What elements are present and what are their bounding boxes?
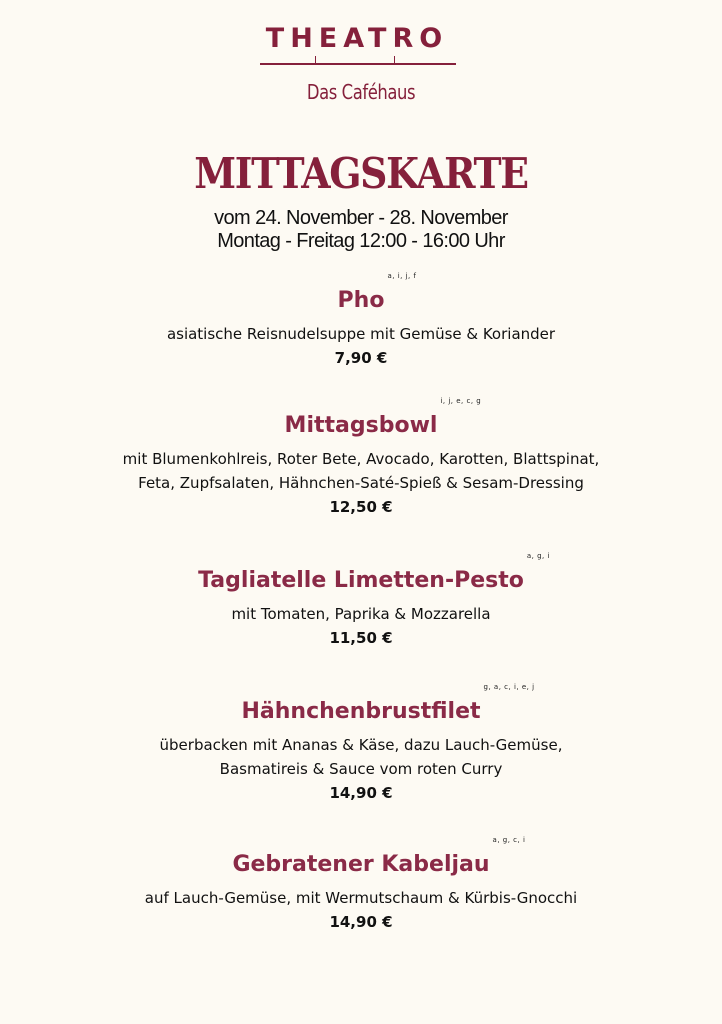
dish-description bbox=[0, 602, 722, 626]
cafe-subtitle: Das Caféhaus bbox=[306, 80, 416, 104]
logo-wordmark: THEATRO bbox=[265, 23, 449, 54]
dish-allergens: g, a, c, i, e, j bbox=[483, 683, 535, 691]
dish-price: 14,90 € bbox=[329, 784, 393, 802]
dish-allergens: a, g, i bbox=[526, 552, 550, 560]
dish-description bbox=[0, 447, 722, 495]
dish-price: 7,90 € bbox=[334, 349, 388, 367]
theatro-logo bbox=[258, 22, 456, 66]
dish-allergens: a, g, c, i bbox=[492, 836, 526, 844]
dish-name-wrap bbox=[337, 272, 417, 316]
dish-item bbox=[0, 836, 722, 934]
dish-item bbox=[0, 552, 722, 650]
menu-hours: Montag - Freitag 12:00 - 16:00 Uhr bbox=[217, 230, 505, 252]
dish-description-line: auf Lauch-Gemüse, mit Wermutschaum & Kürbis-Gnocchi bbox=[144, 889, 578, 907]
dish-name: Tagliatelle Limetten-Pesto bbox=[198, 568, 524, 593]
dish-description bbox=[0, 322, 722, 346]
logo-underline bbox=[260, 63, 456, 65]
dish-name-wrap bbox=[232, 836, 526, 880]
dish-description-line: asiatische Reisnudelsuppe mit Gemüse & Koriander bbox=[166, 325, 556, 343]
dish-allergens: i, j, e, c, g bbox=[440, 397, 482, 405]
dish-description bbox=[0, 733, 722, 781]
dish-description-line: Feta, Zupfsalaten, Hähnchen-Saté-Spieß & Sesam-Dressing bbox=[138, 474, 584, 492]
dish-name: Hähnchenbrustfilet bbox=[241, 699, 481, 724]
dish-item bbox=[0, 683, 722, 805]
dish-name: Gebratener Kabeljau bbox=[232, 852, 490, 877]
dish-price: 11,50 € bbox=[329, 629, 393, 647]
dish-item bbox=[0, 272, 722, 370]
dish-description-line: überbacken mit Ananas & Käse, dazu Lauch-Gemüse, bbox=[159, 736, 563, 754]
dish-name: Pho bbox=[337, 288, 385, 313]
dish-description bbox=[0, 886, 722, 910]
menu-title: MITTAGSKARTE bbox=[194, 149, 528, 198]
dish-price: 12,50 € bbox=[329, 498, 393, 516]
dish-allergens: a, i, j, f bbox=[387, 272, 417, 280]
dish-description-line: Basmatireis & Sauce vom roten Curry bbox=[219, 760, 503, 778]
dish-description-line: mit Blumenkohlreis, Roter Bete, Avocado, Karotten, Blattspinat, bbox=[122, 450, 600, 468]
dish-name-wrap bbox=[198, 552, 550, 596]
dish-item bbox=[0, 397, 722, 519]
dish-price: 14,90 € bbox=[329, 913, 393, 931]
dish-name-wrap bbox=[241, 683, 535, 727]
dish-name: Mittagsbowl bbox=[284, 413, 438, 438]
dish-description-line: mit Tomaten, Paprika & Mozzarella bbox=[231, 605, 491, 623]
menu-date-range: vom 24. November - 28. November bbox=[214, 207, 508, 229]
dish-name-wrap bbox=[284, 397, 482, 441]
